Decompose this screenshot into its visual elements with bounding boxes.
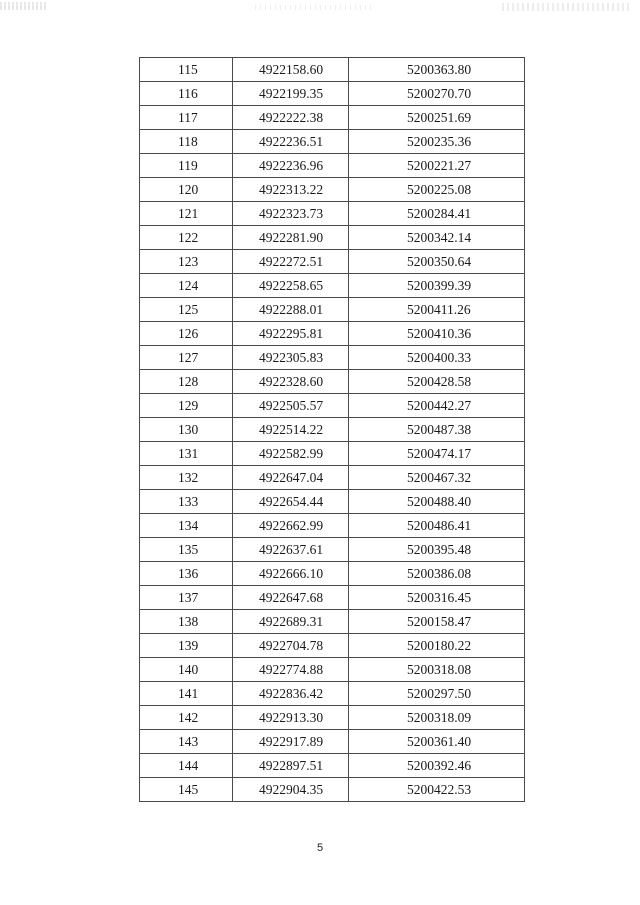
table-row (140, 514, 525, 538)
point-number-cell: 118 (140, 130, 233, 154)
x-coordinate-cell: 4922236.51 (233, 130, 349, 154)
point-number-cell: 125 (140, 298, 233, 322)
y-coordinate-cell: 5200487.38 (349, 418, 525, 442)
table-row (140, 490, 525, 514)
scan-artifact-mid (255, 5, 375, 10)
point-number-cell: 117 (140, 106, 233, 130)
coordinates-table-body (140, 58, 525, 802)
y-coordinate-cell: 5200225.08 (349, 178, 525, 202)
x-coordinate-cell: 4922897.51 (233, 754, 349, 778)
y-coordinate-cell: 5200411.26 (349, 298, 525, 322)
x-coordinate-cell: 4922904.35 (233, 778, 349, 802)
point-number-cell: 137 (140, 586, 233, 610)
table-row (140, 322, 525, 346)
point-number-cell: 131 (140, 442, 233, 466)
table-row (140, 658, 525, 682)
point-number-cell: 115 (140, 58, 233, 82)
point-number-cell: 138 (140, 610, 233, 634)
y-coordinate-cell: 5200350.64 (349, 250, 525, 274)
point-number-cell: 143 (140, 730, 233, 754)
x-coordinate-cell: 4922704.78 (233, 634, 349, 658)
table-row (140, 466, 525, 490)
x-coordinate-cell: 4922582.99 (233, 442, 349, 466)
point-number-cell: 140 (140, 658, 233, 682)
point-number-cell: 120 (140, 178, 233, 202)
point-number-cell: 135 (140, 538, 233, 562)
x-coordinate-cell: 4922514.22 (233, 418, 349, 442)
x-coordinate-cell: 4922505.57 (233, 394, 349, 418)
x-coordinate-cell: 4922281.90 (233, 226, 349, 250)
y-coordinate-cell: 5200297.50 (349, 682, 525, 706)
point-number-cell: 127 (140, 346, 233, 370)
table-row (140, 706, 525, 730)
x-coordinate-cell: 4922836.42 (233, 682, 349, 706)
y-coordinate-cell: 5200474.17 (349, 442, 525, 466)
table-row (140, 226, 525, 250)
y-coordinate-cell: 5200270.70 (349, 82, 525, 106)
point-number-cell: 144 (140, 754, 233, 778)
y-coordinate-cell: 5200392.46 (349, 754, 525, 778)
x-coordinate-cell: 4922689.31 (233, 610, 349, 634)
x-coordinate-cell: 4922647.68 (233, 586, 349, 610)
table-row (140, 418, 525, 442)
table-row (140, 202, 525, 226)
y-coordinate-cell: 5200486.41 (349, 514, 525, 538)
table-row (140, 442, 525, 466)
table-row (140, 778, 525, 802)
x-coordinate-cell: 4922288.01 (233, 298, 349, 322)
x-coordinate-cell: 4922913.30 (233, 706, 349, 730)
y-coordinate-cell: 5200180.22 (349, 634, 525, 658)
point-number-cell: 145 (140, 778, 233, 802)
table-row (140, 394, 525, 418)
point-number-cell: 122 (140, 226, 233, 250)
point-number-cell: 123 (140, 250, 233, 274)
point-number-cell: 116 (140, 82, 233, 106)
x-coordinate-cell: 4922328.60 (233, 370, 349, 394)
y-coordinate-cell: 5200363.80 (349, 58, 525, 82)
y-coordinate-cell: 5200158.47 (349, 610, 525, 634)
y-coordinate-cell: 5200284.41 (349, 202, 525, 226)
y-coordinate-cell: 5200422.53 (349, 778, 525, 802)
point-number-cell: 136 (140, 562, 233, 586)
table-row (140, 346, 525, 370)
x-coordinate-cell: 4922666.10 (233, 562, 349, 586)
y-coordinate-cell: 5200318.09 (349, 706, 525, 730)
point-number-cell: 139 (140, 634, 233, 658)
point-number-cell: 128 (140, 370, 233, 394)
x-coordinate-cell: 4922295.81 (233, 322, 349, 346)
table-row (140, 298, 525, 322)
coordinates-table-container (139, 57, 524, 802)
y-coordinate-cell: 5200467.32 (349, 466, 525, 490)
y-coordinate-cell: 5200386.08 (349, 562, 525, 586)
scan-artifact-left (0, 2, 46, 10)
table-row (140, 82, 525, 106)
y-coordinate-cell: 5200395.48 (349, 538, 525, 562)
y-coordinate-cell: 5200251.69 (349, 106, 525, 130)
point-number-cell: 126 (140, 322, 233, 346)
page-number: 5 (316, 842, 324, 854)
table-row (140, 274, 525, 298)
x-coordinate-cell: 4922637.61 (233, 538, 349, 562)
x-coordinate-cell: 4922323.73 (233, 202, 349, 226)
table-row (140, 58, 525, 82)
y-coordinate-cell: 5200410.36 (349, 322, 525, 346)
table-row (140, 538, 525, 562)
point-number-cell: 133 (140, 490, 233, 514)
table-row (140, 586, 525, 610)
y-coordinate-cell: 5200221.27 (349, 154, 525, 178)
y-coordinate-cell: 5200316.45 (349, 586, 525, 610)
y-coordinate-cell: 5200428.58 (349, 370, 525, 394)
y-coordinate-cell: 5200399.39 (349, 274, 525, 298)
y-coordinate-cell: 5200488.40 (349, 490, 525, 514)
table-row (140, 562, 525, 586)
x-coordinate-cell: 4922313.22 (233, 178, 349, 202)
table-row (140, 754, 525, 778)
coordinates-table (139, 57, 525, 802)
point-number-cell: 132 (140, 466, 233, 490)
x-coordinate-cell: 4922272.51 (233, 250, 349, 274)
x-coordinate-cell: 4922647.04 (233, 466, 349, 490)
table-row (140, 250, 525, 274)
table-row (140, 610, 525, 634)
point-number-cell: 121 (140, 202, 233, 226)
x-coordinate-cell: 4922258.65 (233, 274, 349, 298)
table-row (140, 178, 525, 202)
y-coordinate-cell: 5200235.36 (349, 130, 525, 154)
table-row (140, 154, 525, 178)
table-row (140, 106, 525, 130)
x-coordinate-cell: 4922662.99 (233, 514, 349, 538)
x-coordinate-cell: 4922236.96 (233, 154, 349, 178)
table-row (140, 130, 525, 154)
x-coordinate-cell: 4922158.60 (233, 58, 349, 82)
table-row (140, 370, 525, 394)
y-coordinate-cell: 5200342.14 (349, 226, 525, 250)
y-coordinate-cell: 5200400.33 (349, 346, 525, 370)
point-number-cell: 124 (140, 274, 233, 298)
x-coordinate-cell: 4922917.89 (233, 730, 349, 754)
y-coordinate-cell: 5200442.27 (349, 394, 525, 418)
scan-artifact-right (502, 3, 632, 11)
y-coordinate-cell: 5200318.08 (349, 658, 525, 682)
x-coordinate-cell: 4922305.83 (233, 346, 349, 370)
x-coordinate-cell: 4922222.38 (233, 106, 349, 130)
x-coordinate-cell: 4922199.35 (233, 82, 349, 106)
point-number-cell: 129 (140, 394, 233, 418)
table-row (140, 682, 525, 706)
point-number-cell: 134 (140, 514, 233, 538)
point-number-cell: 142 (140, 706, 233, 730)
y-coordinate-cell: 5200361.40 (349, 730, 525, 754)
table-row (140, 634, 525, 658)
point-number-cell: 141 (140, 682, 233, 706)
x-coordinate-cell: 4922774.88 (233, 658, 349, 682)
table-row (140, 730, 525, 754)
point-number-cell: 119 (140, 154, 233, 178)
x-coordinate-cell: 4922654.44 (233, 490, 349, 514)
point-number-cell: 130 (140, 418, 233, 442)
